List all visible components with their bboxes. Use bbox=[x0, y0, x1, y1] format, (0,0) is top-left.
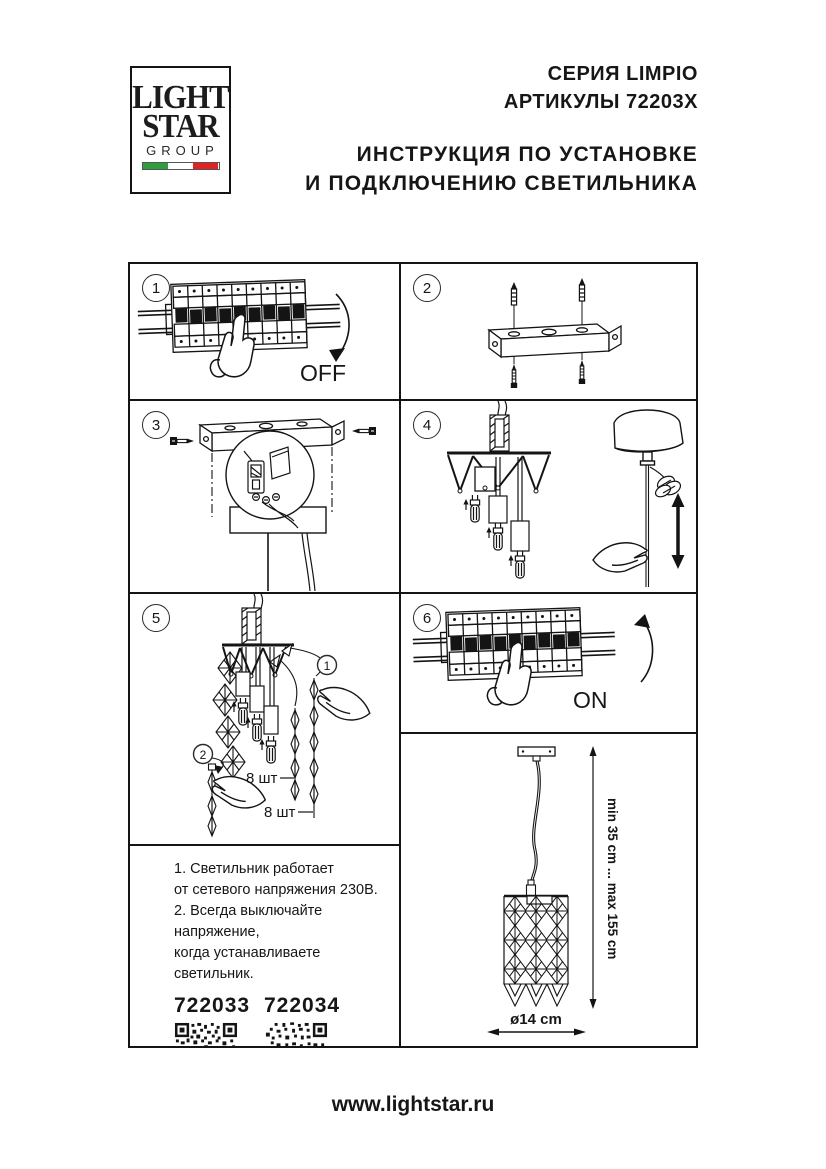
step-1-illustration bbox=[130, 264, 399, 399]
articles-title: АРТИКУЛЫ 72203X bbox=[503, 91, 698, 113]
logo-word-group: GROUP bbox=[146, 143, 219, 159]
instruction-title-line2: И ПОДКЛЮЧЕНИЮ СВЕТИЛЬНИКА bbox=[305, 172, 698, 195]
note-line-1: 1. Светильник работает bbox=[174, 861, 334, 877]
footer-url: www.lightstar.ru bbox=[331, 1093, 495, 1116]
step-2-illustration bbox=[401, 264, 694, 399]
article-block-1 bbox=[174, 995, 264, 1046]
dimensions-illustration bbox=[401, 734, 694, 1044]
italian-flag-bar bbox=[142, 162, 220, 170]
step-3-cell bbox=[130, 401, 399, 594]
qr-code-1 bbox=[174, 1022, 238, 1046]
step-6-badge: 6 bbox=[413, 604, 441, 632]
off-label: OFF bbox=[300, 360, 346, 386]
step-6-illustration bbox=[401, 594, 694, 732]
step-2-cell bbox=[401, 264, 696, 401]
step-4-illustration bbox=[401, 401, 694, 592]
step-2-badge: 2 bbox=[413, 274, 441, 302]
notes-cell bbox=[130, 846, 399, 1046]
header-titles bbox=[305, 60, 698, 198]
step-1-badge: 1 bbox=[142, 274, 170, 302]
steps-grid bbox=[128, 262, 698, 1048]
lightstar-logo bbox=[130, 66, 231, 194]
step-6-cell bbox=[401, 594, 696, 734]
article-code-2: 722034 bbox=[264, 994, 341, 1017]
instruction-title bbox=[305, 140, 698, 198]
series-title: СЕРИЯ LIMPIO bbox=[547, 63, 698, 85]
callout-2-badge: 2 bbox=[199, 748, 207, 762]
qty-label-2: 8 шт bbox=[264, 804, 296, 821]
note-line-3: 2. Всегда выключайте напряжение, bbox=[174, 903, 323, 940]
qr-code-2 bbox=[264, 1022, 328, 1046]
article-code-1: 722033 bbox=[174, 994, 251, 1017]
dimensions-cell bbox=[401, 734, 696, 1046]
step-3-badge: 3 bbox=[142, 411, 170, 439]
step-3-illustration bbox=[130, 401, 399, 592]
step-5-cell bbox=[130, 594, 399, 846]
safety-notes bbox=[130, 846, 399, 1046]
logo-word-light: LIGHT bbox=[132, 77, 229, 116]
instruction-title-line1: ИНСТРУКЦИЯ ПО УСТАНОВКЕ bbox=[356, 143, 698, 166]
on-label: ON bbox=[573, 687, 608, 713]
article-block-2 bbox=[264, 995, 354, 1046]
step-5-illustration bbox=[130, 594, 399, 844]
note-line-4: когда устанавливаете светильник. bbox=[174, 945, 321, 982]
logo-word-star: STAR bbox=[142, 106, 219, 144]
step-1-cell bbox=[130, 264, 399, 401]
diameter-dimension-label: ø14 cm bbox=[510, 1011, 562, 1028]
step-4-badge: 4 bbox=[413, 411, 441, 439]
step-4-cell bbox=[401, 401, 696, 594]
step-5-badge: 5 bbox=[142, 604, 170, 632]
note-line-2: от сетевого напряжения 230В. bbox=[174, 882, 378, 898]
qty-label-1: 8 шт bbox=[246, 770, 278, 787]
callout-1-badge: 1 bbox=[323, 659, 331, 673]
height-dimension-label: min 35 cm ... max 155 cm bbox=[605, 798, 620, 960]
